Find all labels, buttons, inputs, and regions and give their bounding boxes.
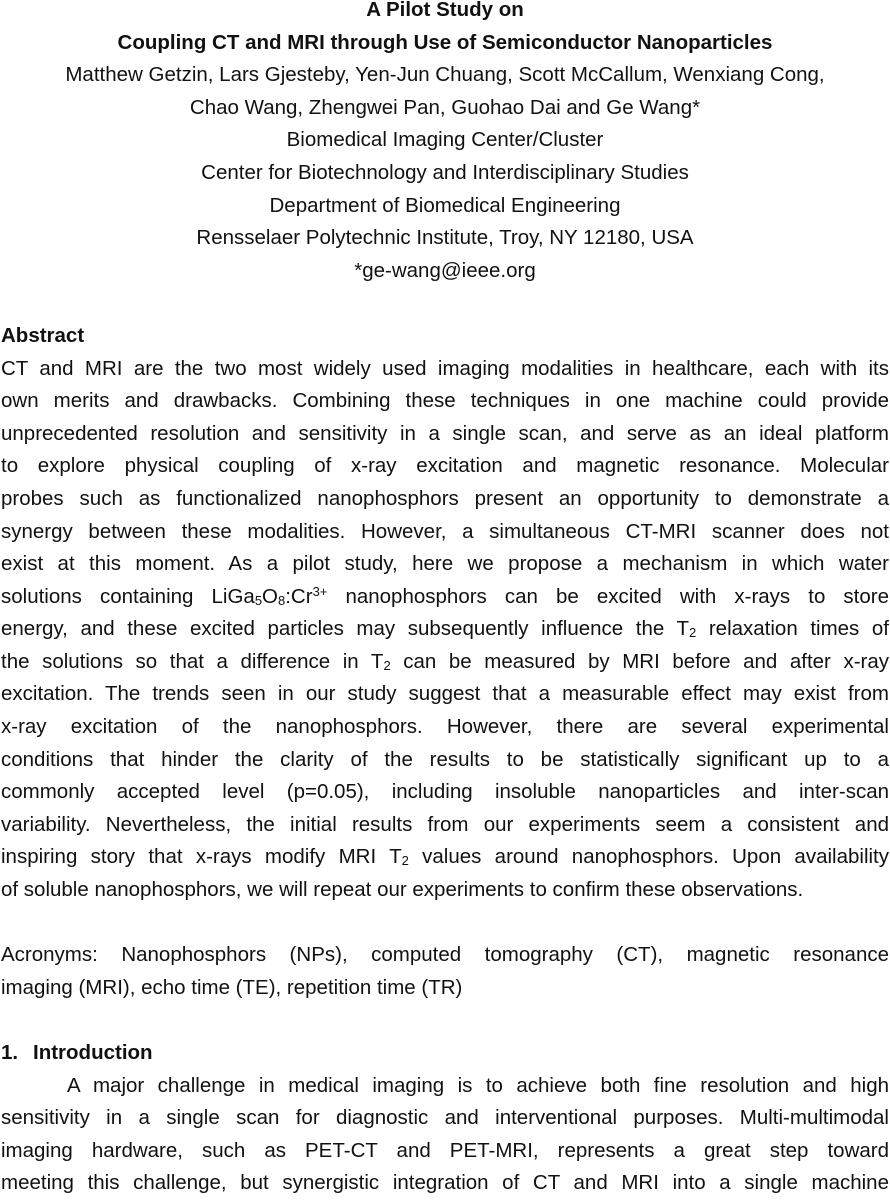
abstract-line xyxy=(1,483,889,516)
abstract-text: own merits and drawbacks. Combining these techniques in one machine could provide xyxy=(1,389,889,413)
section-number: 1. xyxy=(1,1041,19,1064)
abstract-text: values around nanophosphors. Upon availability xyxy=(408,845,889,869)
abstract-text: CT and MRI are the two most widely used imaging modalities in healthcare, each with its xyxy=(1,356,889,380)
abstract-line xyxy=(1,385,889,418)
abstract-text: exist at this moment. As a pilot study, here we propose a mechanism in which water xyxy=(1,552,889,576)
affiliation-line-2: Center for Biotechnology and Interdisciplinary Studies xyxy=(201,160,689,184)
abstract-text: O xyxy=(262,584,278,608)
abstract-line xyxy=(1,418,889,451)
abstract-text: inspiring story that x-rays modify MRI T xyxy=(1,845,402,869)
abstract-line xyxy=(1,744,889,777)
abstract-subscript: 8 xyxy=(278,592,286,608)
abstract-line xyxy=(1,581,889,614)
abstract-line xyxy=(1,809,889,842)
abstract-text: to explore physical coupling of x-ray excitation and magnetic resonance. Molecular xyxy=(1,454,889,478)
title-line-1: A Pilot Study on xyxy=(366,0,524,21)
affiliation-line-1: Biomedical Imaging Center/Cluster xyxy=(286,128,604,152)
acronyms-line-1: Acronyms: Nanophosphors (NPs), computed tomography (CT), magnetic resonance xyxy=(1,943,889,967)
intro-line-2: sensitivity in a single scan for diagnostic and interventional purposes. Multi-multimodal xyxy=(1,1106,889,1130)
abstract-text: probes such as functionalized nanophosphors present an opportunity to demonstrate a xyxy=(1,486,889,510)
abstract-supscript: 3+ xyxy=(312,583,328,599)
abstract-heading: Abstract xyxy=(1,323,85,347)
abstract-line xyxy=(1,678,889,711)
intro-line-3: imaging hardware, such as PET-CT and PET-MRI, represents a great step toward xyxy=(1,1138,889,1162)
abstract-line xyxy=(1,516,889,549)
abstract-line xyxy=(1,841,889,874)
abstract-line xyxy=(1,646,889,679)
abstract-line xyxy=(1,874,889,907)
abstract-text: synergy between these modalities. However, a simultaneous CT-MRI scanner does not xyxy=(1,519,889,543)
abstract-subscript: 2 xyxy=(689,625,697,641)
paper-page xyxy=(1,0,889,1200)
abstract-text: nanophosphors can be excited with x-rays to store xyxy=(327,584,889,608)
abstract-text: conditions that hinder the clarity of the results to be statistically significant up to a xyxy=(1,747,889,771)
affiliation-line-3: Department of Biomedical Engineering xyxy=(269,193,621,217)
section-title: Introduction xyxy=(33,1041,153,1064)
abstract-body xyxy=(1,353,889,907)
affiliation-line-4: Rensselaer Polytechnic Institute, Troy, NY 12180, USA xyxy=(196,226,694,250)
intro-line-4: meeting this challenge, but synergistic integration of CT and MRI into a single machine xyxy=(1,1171,889,1195)
abstract-line xyxy=(1,776,889,809)
abstract-subscript: 2 xyxy=(383,657,391,673)
abstract-subscript: 2 xyxy=(401,853,409,869)
abstract-text: excitation. The trends seen in our study suggest that a measurable effect may exist from xyxy=(1,682,889,706)
authors-line-1: Matthew Getzin, Lars Gjesteby, Yen-Jun Chuang, Scott McCallum, Wenxiang Cong, xyxy=(65,63,825,87)
acronyms-line-2: imaging (MRI), echo time (TE), repetition time (TR) xyxy=(1,975,463,999)
abstract-text: variability. Nevertheless, the initial results from our experiments seem a consistent and xyxy=(1,812,889,836)
abstract-text: :Cr xyxy=(285,584,313,608)
abstract-text: can be measured by MRI before and after x-ray xyxy=(390,649,889,673)
abstract-line xyxy=(1,548,889,581)
abstract-line xyxy=(1,613,889,646)
abstract-line xyxy=(1,450,889,483)
abstract-subscript: 5 xyxy=(254,592,263,608)
abstract-text: energy, and these excited particles may subsequently influence the T xyxy=(1,617,690,641)
abstract-line xyxy=(1,353,889,386)
author-email: *ge-wang@ieee.org xyxy=(354,258,536,282)
title-line-2: Coupling CT and MRI through Use of Semiconductor Nanoparticles xyxy=(117,30,773,54)
abstract-text: commonly accepted level (p=0.05), including insoluble nanoparticles and inter-scan xyxy=(1,780,889,804)
authors-line-2: Chao Wang, Zhengwei Pan, Guohao Dai and Ge Wang* xyxy=(189,95,701,119)
abstract-line xyxy=(1,711,889,744)
abstract-text: the solutions so that a difference in T xyxy=(1,649,384,673)
abstract-text: solutions containing LiGa xyxy=(1,584,255,608)
abstract-text: unprecedented resolution and sensitivity in a single scan, and serve as an ideal platform xyxy=(1,421,889,445)
abstract-text: relaxation times of xyxy=(696,617,889,641)
intro-heading xyxy=(1,1037,889,1070)
intro-line-1: A major challenge in medical imaging is to achieve both fine resolution and high xyxy=(67,1073,889,1097)
abstract-text: x-ray excitation of the nanophosphors. However, there are several experimental xyxy=(1,715,889,739)
abstract-text: of soluble nanophosphors, we will repeat our experiments to confirm these observations. xyxy=(1,878,804,902)
